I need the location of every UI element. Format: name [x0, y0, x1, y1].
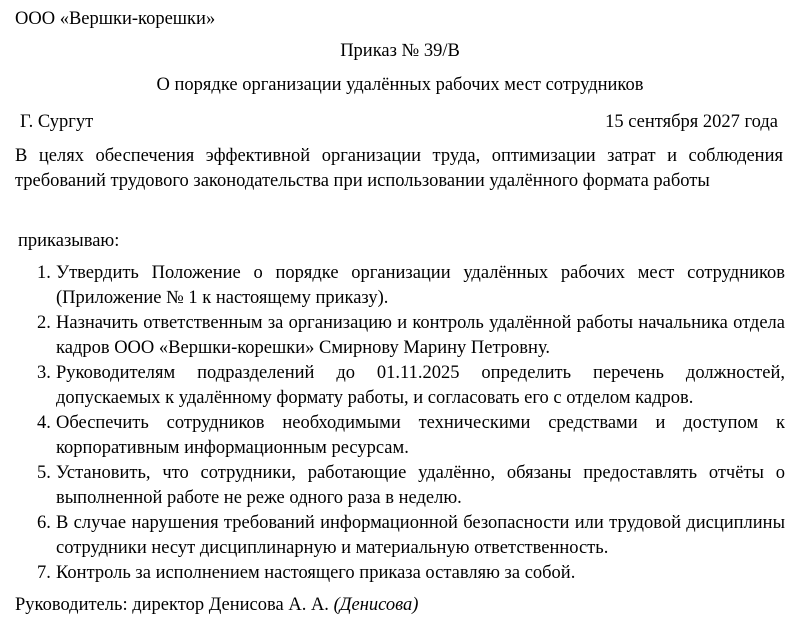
clause-number: 4.	[37, 413, 51, 433]
preamble: В целях обеспечения эффективной организации труда, оптимизации затрат и соблюдения требований трудового законодательства при использовании удалённого формата работы	[15, 146, 783, 191]
clause-text: Утвердить Положение о порядке организации удалённых рабочих мест сотрудников (Приложение № 1 к настоящему приказу).	[56, 263, 785, 308]
clause-number: 2.	[37, 313, 51, 333]
clause-number: 6.	[37, 513, 51, 533]
clause-number: 3.	[37, 363, 51, 383]
order-word: приказываю:	[18, 231, 120, 251]
clause-text: Руководителям подразделений до 01.11.2025 определить перечень должностей, допускаемых к удалённому формату работы, и согласовать его с отделом кадров.	[56, 363, 785, 408]
clause-item	[0, 461, 785, 511]
clause-number: 1.	[37, 263, 51, 283]
clause-number: 7.	[37, 563, 51, 583]
clause-item	[0, 411, 785, 461]
place: Г. Сургут	[20, 112, 94, 132]
signature-line	[15, 593, 418, 617]
signature-label: Руководитель: директор Денисова А. А.	[15, 595, 329, 615]
clause-item	[0, 261, 785, 311]
clause-item	[0, 561, 785, 586]
clause-text: Контроль за исполнением настоящего приказа оставляю за собой.	[56, 563, 576, 583]
order-number: Приказ № 39/В	[340, 41, 460, 61]
order-date: 15 сентября 2027 года	[605, 112, 778, 132]
clause-number: 5.	[37, 463, 51, 483]
clause-item	[0, 511, 785, 561]
clauses-list	[0, 261, 785, 586]
clause-item	[0, 311, 785, 361]
clause-text: Назначить ответственным за организацию и контроль удалённой работы начальника отдела кадров ООО «Вершки-корешки» Смирнову Марину Петровну.	[56, 313, 785, 358]
order-subject: О порядке организации удалённых рабочих мест сотрудников	[156, 75, 644, 95]
clause-text: Обеспечить сотрудников необходимыми техническими средствами и доступом к корпоративным информационным ресурсам.	[56, 413, 785, 458]
clause-text: Установить, что сотрудники, работающие удалённо, обязаны предоставлять отчёты о выполненной работе не реже одного раза в неделю.	[56, 463, 785, 508]
clause-item	[0, 361, 785, 411]
signature-name: (Денисова)	[333, 595, 419, 615]
clause-text: В случае нарушения требований информационной безопасности или трудовой дисциплины сотрудники несут дисциплинарную и материальную ответственность.	[56, 513, 785, 558]
organization-name: ООО «Вершки-корешки»	[15, 9, 216, 29]
